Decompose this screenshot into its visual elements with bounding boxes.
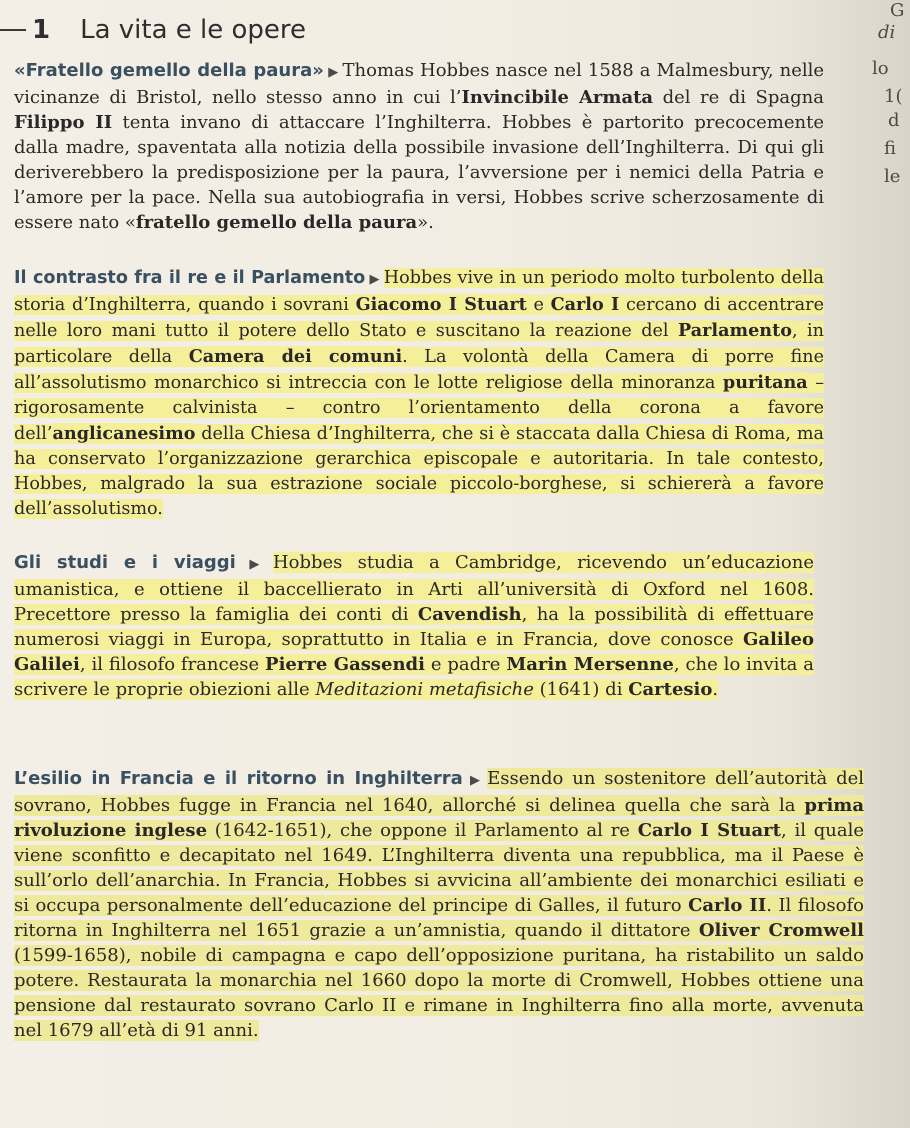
arrow-icon: ▶	[327, 65, 339, 80]
section-birth: «Fratello gemello della paura» ▶ Thomas Hobbes nasce nel 1588 a Malmesbury, nelle vicinanze di Bristol, nello stesso anno in cui l’Invincibile Armata del re di Spagna Filippo II tenta invano di attaccare l’Inghilterra. Hobbes è partorito precocemente dalla madre, spaventata alla notizia della possibile invasione dell’Inghilterra. Di qui gli deriverebbero la predisposizione per la paura, l’avversione per i nemici della Patria e l’amore per la pace. Nella sua autobiografia in versi, Hobbes scrive scherzosamente di essere nato «fratello gemello della paura».	[14, 60, 825, 233]
chapter-rule	[0, 29, 26, 31]
section-heading: L’esilio in Francia e il ritorno in Inghilterra	[14, 768, 463, 789]
section-heading: Il contrasto fra il re e il Parlamento	[14, 268, 366, 288]
margin-fragment: le	[884, 166, 901, 187]
margin-fragment: 1(	[884, 86, 903, 107]
margin-fragment: di	[878, 22, 896, 43]
section-exile-return: L’esilio in Francia e il ritorno in Inghilterra ▶ Essendo un sostenitore dell’autorità del sovrano, Hobbes fugge in Francia nel 1640, allorché si delinea quella che sarà la prima rivoluzione inglese (1642-1651), che oppone il Parlamento al re Carlo I Stuart, il quale viene sconfitto e decapitato nel 1649. L’Inghilterra diventa una repubblica, ma il Paese è sull’orlo dell’anarchia. In Francia, Hobbes si avvicina all’ambiente dei monarchici esiliati e si occupa personalmente dell’educazione del principe di Galles, il futuro Carlo II. Il filosofo ritorna in Inghilterra nel 1651 grazie a un’amnistia, quando il dittatore Oliver Cromwell (1599-1658), nobile di campagna e capo dell’opposizione puritana, ha ristabilito un saldo potere. Restaurata la monarchia nel 1660 dopo la morte di Cromwell, Hobbes ottiene una pensione dal restaurato sovrano Carlo II e rimane in Inghilterra fino alla morte, avvenuta nel 1679 all’età di 91 anni.	[14, 768, 865, 1041]
section-king-parliament: Il contrasto fra il re e il Parlamento ▶ Hobbes vive in un periodo molto turbolento della storia d’Inghilterra, quando i sovrani Giacomo I Stuart e Carlo I cercano di accentrare nelle loro mani tutto il potere dello Stato e suscitano la reazione del Parlamento, in particolare della Camera dei comuni. La volontà della Camera di porre fine all’assolutismo monarchico si intreccia con le lotte religiose della minoranza puritana – rigorosamente calvinista – contro l’orientamento della corona a favore dell’anglicanesimo della Chiesa d’Inghilterra, che si è staccata dalla Chiesa di Roma, ma ha conservato l’organizzazione gerarchica episcopale e autoritaria. In tale contesto, Hobbes, malgrado la sua estrazione sociale piccolo-borghese, si schiererà a favore dell’assolutismo.	[14, 268, 825, 519]
chapter-header	[0, 12, 306, 48]
chapter-number: 1	[32, 15, 51, 45]
arrow-icon: ▶	[466, 773, 484, 788]
arrow-icon: ▶	[239, 557, 269, 572]
section-studies-travels: Gli studi e i viaggi ▶ Hobbes studia a Cambridge, ricevendo un’educazione umanistica, e ottiene il baccellierato in Arti all’università di Oxford nel 1608. Precettore presso la famiglia dei conti di Cavendish, ha la possibilità di effettuare numerosi viaggi in Europa, soprattutto in Italia e in Francia, dove conosce Galileo Galilei, il filosofo francese Pierre Gassendi e padre Marin Mersenne, che lo invita a scrivere le proprie obiezioni alle Meditazioni metafisiche (1641) di Cartesio.	[14, 552, 815, 700]
margin-fragment: fi	[884, 138, 897, 159]
next-page-edge	[870, 0, 910, 1128]
margin-fragment: G	[890, 0, 905, 21]
chapter-title: La vita e le opere	[80, 15, 307, 45]
margin-fragment: lo	[872, 58, 889, 79]
margin-fragment: d	[888, 110, 900, 131]
arrow-icon: ▶	[369, 272, 380, 287]
section-heading: «Fratello gemello della paura»	[14, 60, 324, 81]
section-heading: Gli studi e i viaggi	[14, 552, 236, 573]
